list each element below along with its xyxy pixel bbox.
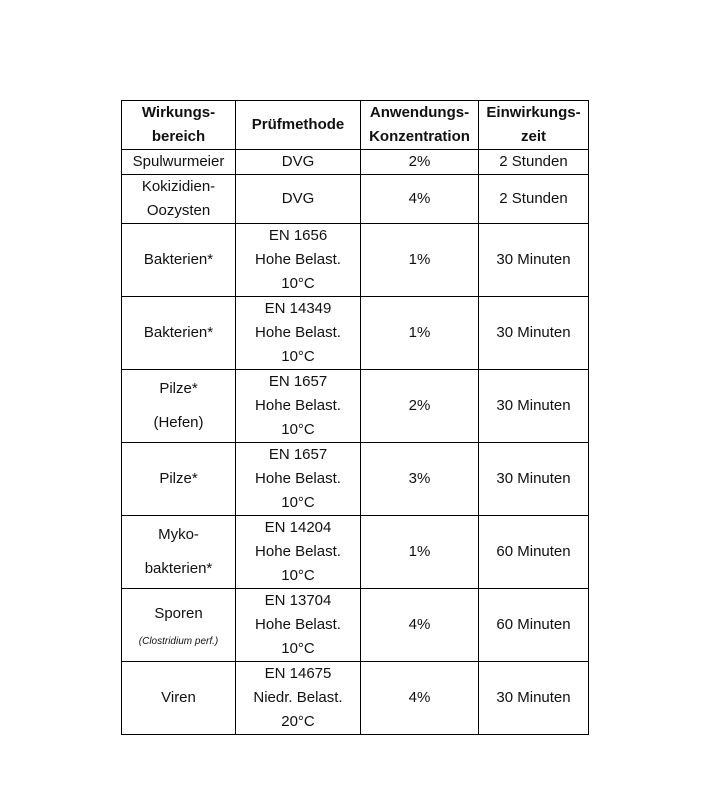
cell-bereich: Pilze* <box>122 443 236 516</box>
cell-methode: EN 13704 Hohe Belast. 10°C <box>236 589 361 662</box>
table-row <box>122 370 589 443</box>
cell-konzentration: 1% <box>361 224 479 297</box>
table-row <box>122 297 589 370</box>
cell-konzentration: 2% <box>361 370 479 443</box>
header-row <box>122 101 589 150</box>
cell-bereich: Spulwurmeier <box>122 150 236 175</box>
cell-konzentration: 4% <box>361 589 479 662</box>
table-row <box>122 516 589 589</box>
cell-methode: EN 1656 Hohe Belast. 10°C <box>236 224 361 297</box>
cell-methode: EN 14349 Hohe Belast. 10°C <box>236 297 361 370</box>
cell-bereich: Bakterien* <box>122 224 236 297</box>
header-wirkungsbereich: Wirkungs- bereich <box>122 101 236 150</box>
cell-konzentration: 1% <box>361 516 479 589</box>
header-pruefmethode: Prüfmethode <box>236 101 361 150</box>
table-row <box>122 224 589 297</box>
cell-zeit: 2 Stunden <box>479 150 589 175</box>
cell-konzentration: 4% <box>361 662 479 735</box>
cell-zeit: 2 Stunden <box>479 175 589 224</box>
table-row <box>122 175 589 224</box>
cell-konzentration: 4% <box>361 175 479 224</box>
cell-zeit: 30 Minuten <box>479 297 589 370</box>
cell-zeit: 60 Minuten <box>479 516 589 589</box>
cell-methode: DVG <box>236 150 361 175</box>
cell-bereich: Sporen (Clostridium perf.) <box>122 589 236 662</box>
cell-methode: EN 14204 Hohe Belast. 10°C <box>236 516 361 589</box>
cell-bereich: Bakterien* <box>122 297 236 370</box>
efficacy-table <box>121 100 589 735</box>
cell-konzentration: 3% <box>361 443 479 516</box>
cell-zeit: 30 Minuten <box>479 370 589 443</box>
cell-bereich: Viren <box>122 662 236 735</box>
cell-methode: EN 1657 Hohe Belast. 10°C <box>236 443 361 516</box>
cell-bereich: Myko- bakterien* <box>122 516 236 589</box>
cell-zeit: 30 Minuten <box>479 662 589 735</box>
cell-methode: EN 14675 Niedr. Belast. 20°C <box>236 662 361 735</box>
cell-konzentration: 1% <box>361 297 479 370</box>
cell-konzentration: 2% <box>361 150 479 175</box>
cell-bereich: Kokizidien- Oozysten <box>122 175 236 224</box>
header-konzentration: Anwendungs- Konzentration <box>361 101 479 150</box>
table-row <box>122 589 589 662</box>
table-row <box>122 443 589 516</box>
header-einwirkungszeit: Einwirkungs- zeit <box>479 101 589 150</box>
table-row <box>122 150 589 175</box>
cell-methode: EN 1657 Hohe Belast. 10°C <box>236 370 361 443</box>
cell-zeit: 30 Minuten <box>479 443 589 516</box>
cell-methode: DVG <box>236 175 361 224</box>
table-row <box>122 662 589 735</box>
cell-zeit: 30 Minuten <box>479 224 589 297</box>
cell-bereich: Pilze* (Hefen) <box>122 370 236 443</box>
cell-zeit: 60 Minuten <box>479 589 589 662</box>
